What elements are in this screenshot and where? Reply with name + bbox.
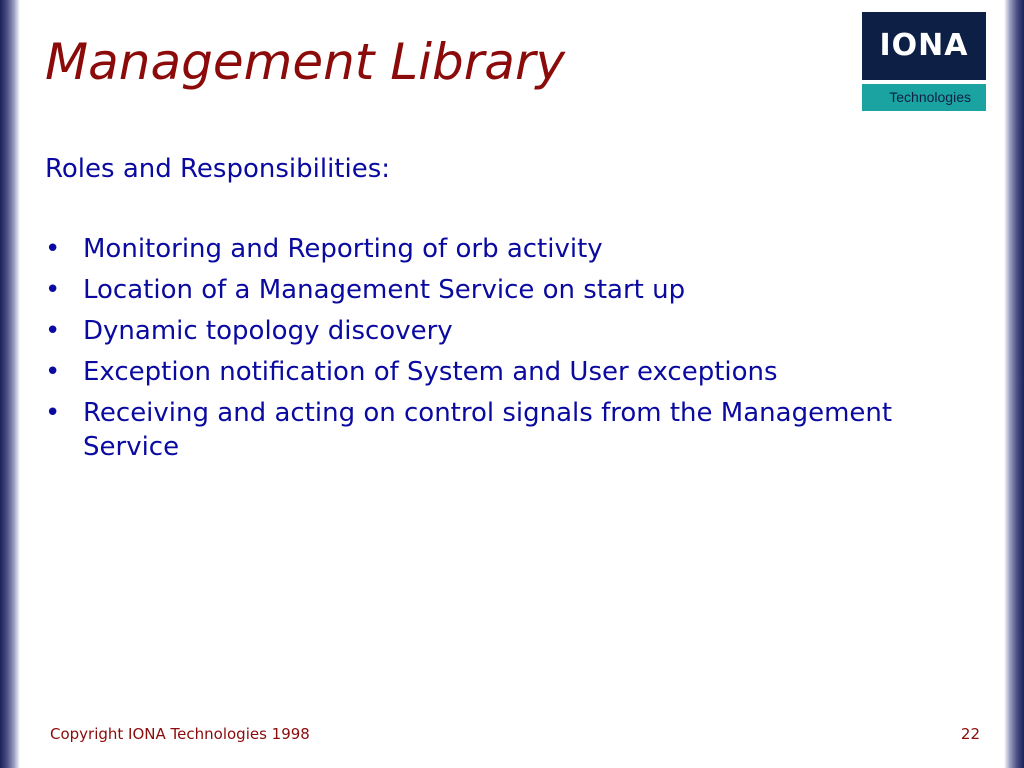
- bullet-item: [45, 355, 980, 389]
- bullet-item: [45, 314, 980, 348]
- page-number: 22: [960, 725, 980, 743]
- bullet-text: Monitoring and Reporting of orb activity: [83, 234, 603, 264]
- logo-tagline: Technologies: [862, 84, 986, 111]
- logo-wordmark: IONA: [862, 12, 986, 80]
- bullet-icon: •: [45, 234, 61, 264]
- bullet-icon: •: [45, 275, 61, 305]
- bullet-list: [45, 232, 980, 471]
- bullet-icon: •: [45, 398, 61, 428]
- bullet-item: [45, 232, 980, 266]
- bullet-text: Dynamic topology discovery: [83, 316, 453, 346]
- subheading: Roles and Responsibilities:: [45, 154, 391, 184]
- bullet-text: Exception notification of System and User exceptions: [83, 357, 778, 387]
- bullet-text: Receiving and acting on control signals from the Management Service: [83, 398, 893, 462]
- footer-copyright: Copyright IONA Technologies 1998: [50, 725, 310, 743]
- right-border-gradient: [1004, 0, 1024, 768]
- left-border-gradient: [0, 0, 20, 768]
- iona-logo: [862, 12, 986, 111]
- bullet-item: [45, 396, 980, 464]
- slide-title: Management Library: [45, 33, 566, 91]
- bullet-icon: •: [45, 316, 61, 346]
- bullet-icon: •: [45, 357, 61, 387]
- bullet-item: [45, 273, 980, 307]
- bullet-text: Location of a Management Service on start up: [83, 275, 686, 305]
